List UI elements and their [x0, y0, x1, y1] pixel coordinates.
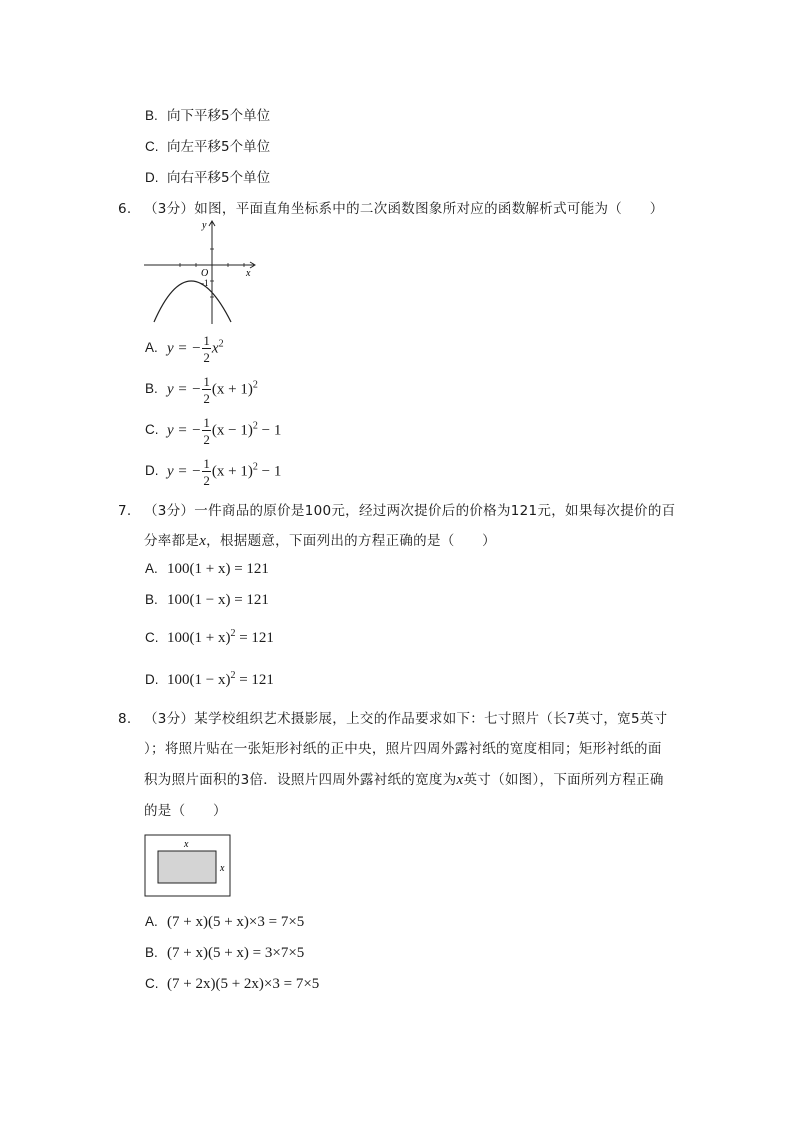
q7-option-d: D. $100(1 - x)^2 = 121$ — [145, 670, 274, 688]
q8-photo-mat-figure — [144, 834, 232, 898]
q8-stem-line3: 积为照片面积的3倍．设照片四周外露衬纸的宽度为x英寸（如图），下面所列方程正确 — [144, 772, 664, 788]
q8-option-b: B. (7 + x)(5 + x) = 3×7×5 — [145, 945, 305, 961]
q7-stem-line2: 分率都是x，根据题意，下面列出的方程正确的是（ ） — [144, 533, 496, 549]
q8-number: 8. — [118, 711, 132, 727]
q8-top-x-label: x — [184, 839, 189, 850]
q6-tick-label: -1 — [201, 278, 209, 288]
q6-parabola-graph — [140, 218, 260, 326]
q6-parabola-curve — [154, 281, 231, 322]
q7-option-c: C. $100(1 + x)^2 = 121$ — [145, 628, 274, 646]
q8-side-x-label: x — [220, 863, 225, 874]
q8-stem-line1: 8. （3分）某学校组织艺术摄影展，上交的作品要求如下：七寸照片（长7英寸，宽5英寸 — [118, 711, 668, 727]
q7-option-a: A. 100(1 + x) = 121 — [145, 561, 269, 577]
q8-option-c: C. (7 + 2x)(5 + 2x)×3 = 7×5 — [145, 976, 320, 992]
q8-stem-line4: 的是（ ） — [144, 803, 227, 819]
q8-stem-line2: ）；将照片贴在一张矩形衬纸的正中央，照片四周外露衬纸的宽度相同；矩形衬纸的面 — [144, 741, 662, 757]
q6-option-d-fraction: $\frac{1}{2}$ — [203, 456, 210, 488]
q6-option-b: B. y = − $\frac{1}{2}$ $(x + 1)^2$ — [145, 374, 258, 406]
q8-option-a: A. (7 + x)(5 + x)×3 = 7×5 — [145, 914, 305, 930]
q6-option-d: D. y = − $\frac{1}{2}$ $(x + 1)^2 - 1$ — [145, 456, 282, 488]
q5-option-b: B. 向下平移5个单位 — [145, 108, 271, 124]
q6-option-b-fraction: $\frac{1}{2}$ — [203, 374, 210, 406]
q5-option-d: D. 向右平移5个单位 — [145, 170, 271, 186]
q7-stem-line1: 7. （3分）一件商品的原价是100元，经过两次提价后的价格为121元，如果每次提价的百 — [118, 503, 676, 519]
q6-option-c: C. y = − $\frac{1}{2}$ $(x - 1)^2 - 1$ — [145, 415, 282, 447]
q6-option-a-fraction: $\frac{1}{2}$ — [203, 333, 210, 365]
q6-y-label: y — [202, 220, 207, 231]
q6-option-a: A. y = − $\frac{1}{2}$ $x^2$ — [145, 333, 224, 365]
q8-photo-rectangle — [158, 851, 216, 883]
q6-option-c-fraction: $\frac{1}{2}$ — [203, 415, 210, 447]
q6-stem: 6. （3分）如图，平面直角坐标系中的二次函数图象所对应的函数解析式可能为（ ） — [118, 201, 664, 217]
q6-x-label: x — [246, 268, 251, 279]
q6-origin-label: O — [201, 268, 209, 279]
q7-option-b: B. 100(1 − x) = 121 — [145, 592, 269, 608]
q7-number: 7. — [118, 503, 132, 519]
q5-option-c: C. 向左平移5个单位 — [145, 139, 271, 155]
q6-number: 6. — [118, 201, 132, 217]
